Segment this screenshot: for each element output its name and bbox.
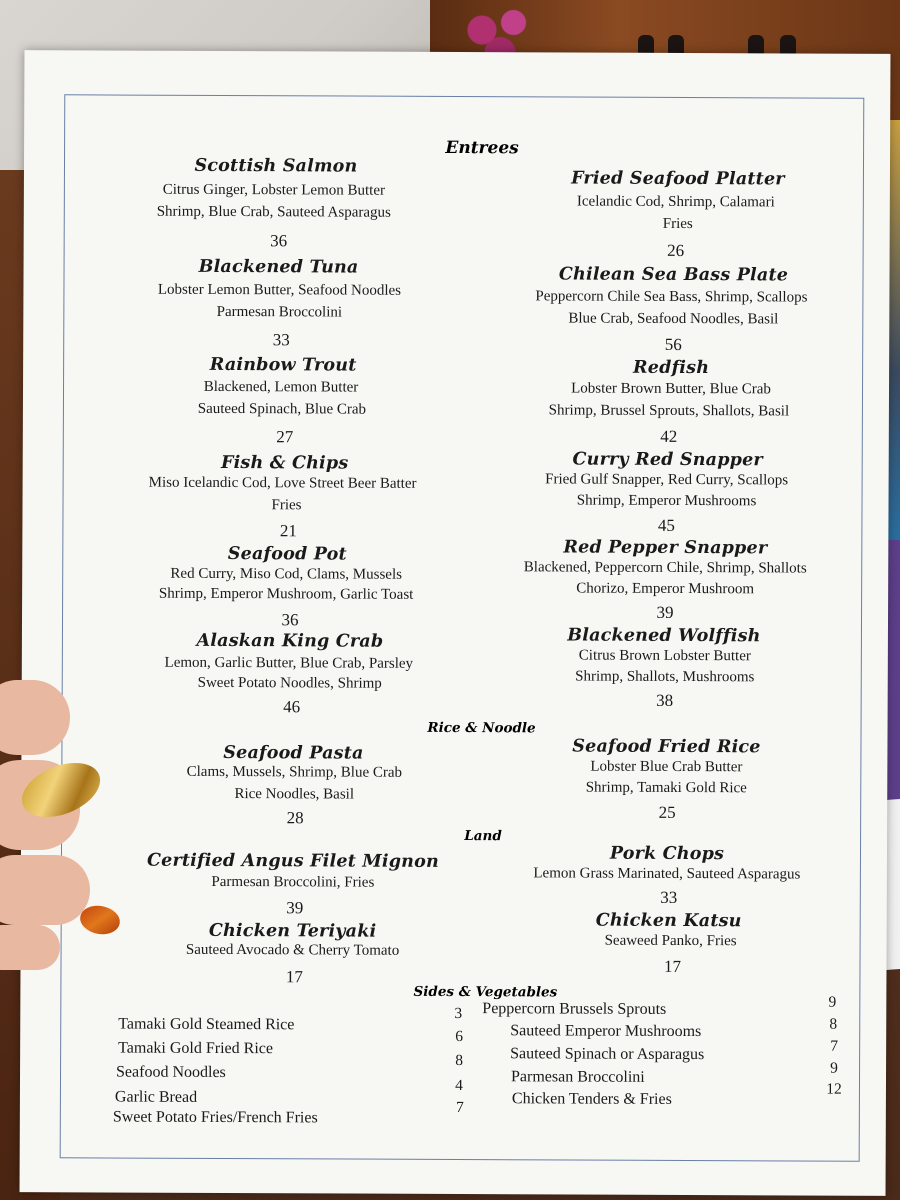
- item-name: Red Pepper Snapper: [563, 537, 768, 559]
- item-description: Chorizo, Emperor Mushroom: [576, 580, 755, 598]
- item-description: Shrimp, Tamaki Gold Rice: [585, 779, 747, 797]
- heading-entrees: Entrees: [445, 137, 519, 159]
- item-name: Pork Chops: [609, 843, 725, 865]
- item-name: Blackened Tuna: [198, 256, 359, 278]
- item-price: 17: [285, 967, 303, 987]
- item-name: Certified Angus Filet Mignon: [146, 850, 439, 872]
- side-name: Sweet Potato Fries/French Fries: [112, 1108, 318, 1127]
- item-price: 39: [286, 898, 304, 918]
- side-price: 7: [830, 1037, 839, 1055]
- side-price: 4: [455, 1077, 463, 1095]
- item-price: 42: [660, 426, 678, 446]
- item-name: Blackened Wolffish: [567, 625, 761, 647]
- side-price: 7: [455, 1099, 464, 1117]
- item-description: Clams, Mussels, Shrimp, Blue Crab: [186, 763, 403, 781]
- item-name: Scottish Salmon: [194, 155, 358, 177]
- item-description: Parmesan Broccolini, Fries: [211, 873, 375, 891]
- item-name: Fish & Chips: [220, 452, 349, 474]
- item-description: Sweet Potato Noodles, Shrimp: [197, 674, 382, 692]
- item-price: 46: [283, 697, 301, 717]
- item-name: Chicken Katsu: [595, 910, 742, 932]
- side-name: Sauteed Spinach or Asparagus: [510, 1045, 705, 1064]
- item-description: Lemon, Garlic Butter, Blue Crab, Parsley: [164, 654, 414, 672]
- item-price: 17: [663, 956, 682, 976]
- item-description: Lobster Blue Crab Butter: [590, 758, 743, 776]
- heading-land: Land: [464, 828, 502, 845]
- item-price: 21: [279, 521, 297, 541]
- item-name: Chicken Teriyaki: [208, 920, 377, 942]
- item-price: 33: [660, 887, 678, 907]
- side-price: 8: [829, 1015, 838, 1033]
- item-name: Redfish: [633, 357, 710, 379]
- item-price: 36: [281, 610, 299, 630]
- side-price: 9: [830, 1059, 838, 1077]
- item-description: Miso Icelandic Cod, Love Street Beer Batter: [148, 474, 417, 492]
- side-name: Seafood Noodles: [116, 1063, 226, 1082]
- side-name: Tamaki Gold Fried Rice: [118, 1039, 274, 1058]
- item-description: Blackened, Peppercorn Chile, Shrimp, Shallots: [523, 559, 807, 577]
- side-name: Peppercorn Brussels Sprouts: [482, 1000, 667, 1018]
- item-price: 56: [664, 334, 682, 354]
- side-name: Garlic Bread: [114, 1088, 198, 1106]
- item-description: Rice Noodles, Basil: [234, 786, 355, 803]
- heading-rice-noodle: Rice & Noodle: [427, 719, 536, 737]
- item-name: Seafood Pasta: [223, 742, 364, 764]
- item-description: Icelandic Cod, Shrimp, Calamari: [576, 193, 775, 211]
- item-description: Shrimp, Emperor Mushroom, Garlic Toast: [158, 585, 414, 603]
- item-description: Lemon Grass Marinated, Sauteed Asparagus: [533, 865, 801, 883]
- menu-sheet: [20, 50, 891, 1196]
- item-price: 33: [272, 330, 290, 350]
- item-price: 28: [286, 808, 304, 828]
- heading-sides-vegetables: Sides & Vegetables: [413, 983, 558, 1001]
- item-description: Shrimp, Emperor Mushrooms: [576, 492, 757, 510]
- side-price: 12: [826, 1080, 842, 1098]
- item-price: 36: [270, 231, 288, 251]
- finger: [0, 680, 70, 755]
- item-description: Citrus Brown Lobster Butter: [578, 647, 751, 665]
- item-name: Rainbow Trout: [209, 354, 357, 376]
- side-name: Sauteed Emperor Mushrooms: [510, 1022, 702, 1041]
- item-description: Lobster Lemon Butter, Seafood Noodles: [157, 281, 402, 299]
- item-description: Parmesan Broccolini: [216, 303, 343, 321]
- item-description: Sauteed Avocado & Cherry Tomato: [185, 941, 400, 959]
- item-description: Sauteed Spinach, Blue Crab: [197, 400, 367, 418]
- item-description: Shrimp, Brussel Sprouts, Shallots, Basil: [548, 402, 790, 420]
- hand: [0, 680, 110, 970]
- item-description: Blackened, Lemon Butter: [203, 378, 359, 396]
- side-name: Parmesan Broccolini: [510, 1068, 645, 1086]
- item-price: 39: [656, 602, 674, 622]
- item-description: Fries: [271, 497, 302, 514]
- item-name: Seafood Pot: [227, 544, 347, 565]
- item-name: Seafood Fried Rice: [572, 736, 761, 758]
- item-description: Fried Gulf Snapper, Red Curry, Scallops: [545, 471, 789, 489]
- item-description: Lobster Brown Butter, Blue Crab: [571, 380, 771, 398]
- item-description: Seaweed Panko, Fries: [604, 932, 737, 950]
- item-description: Citrus Ginger, Lobster Lemon Butter: [162, 181, 386, 199]
- finger: [0, 925, 60, 970]
- item-description: Fries: [662, 215, 693, 233]
- item-price: 27: [276, 427, 294, 447]
- item-description: Peppercorn Chile Sea Bass, Shrimp, Scallops: [535, 288, 808, 306]
- item-name: Curry Red Snapper: [572, 449, 763, 471]
- side-name: Tamaki Gold Steamed Rice: [118, 1015, 295, 1034]
- side-price: 8: [455, 1052, 464, 1070]
- item-name: Fried Seafood Platter: [571, 168, 785, 190]
- item-price: 38: [656, 690, 674, 710]
- finger: [0, 855, 90, 925]
- item-description: Red Curry, Miso Cod, Clams, Mussels: [170, 565, 403, 583]
- item-name: Chilean Sea Bass Plate: [558, 264, 789, 286]
- item-name: Alaskan King Crab: [196, 630, 384, 652]
- side-price: 9: [828, 993, 837, 1011]
- item-price: 26: [667, 240, 685, 260]
- side-name: Chicken Tenders & Fries: [511, 1090, 672, 1108]
- item-price: 45: [657, 515, 675, 535]
- item-price: 25: [658, 802, 676, 822]
- item-description: Blue Crab, Seafood Noodles, Basil: [568, 310, 779, 328]
- item-description: Shrimp, Shallots, Mushrooms: [575, 668, 755, 686]
- item-description: Shrimp, Blue Crab, Sauteed Asparagus: [156, 203, 391, 221]
- side-price: 3: [454, 1005, 463, 1023]
- side-price: 6: [455, 1028, 464, 1046]
